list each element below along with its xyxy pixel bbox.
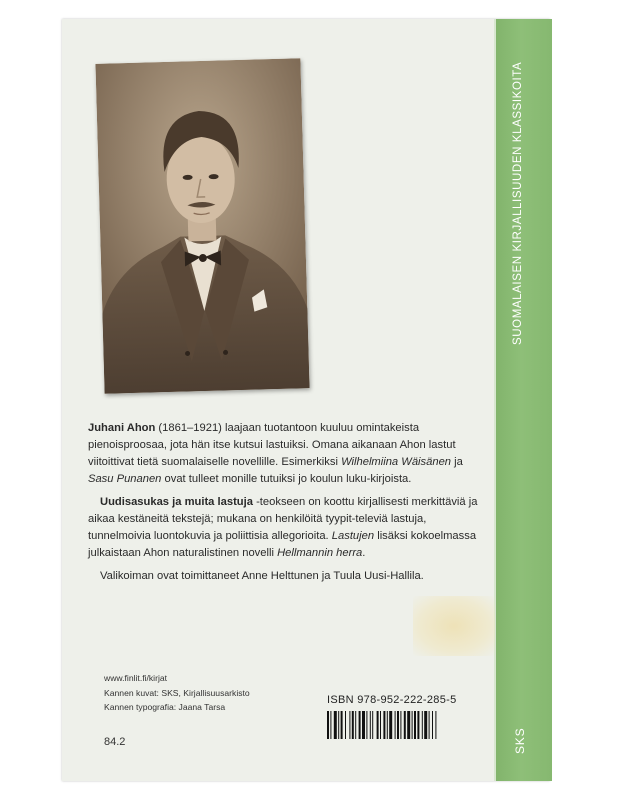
typography-credit: Kannen typografia: Jaana Tarsa — [104, 702, 226, 712]
description-text: (1861–1921) laajaan tuotantoon kuuluu omintakeista pienoisproosaa, jota hän itse kutsui lastuiksi. Omana aikanaan Ahon lastut viitoittivat tietä suomalaiselle novellille. Esimerkiksi — [88, 422, 456, 468]
barcode-bar — [383, 711, 385, 739]
barcode-bar — [349, 711, 350, 739]
barcode-bar — [432, 711, 433, 739]
barcode-bar — [400, 711, 401, 739]
publisher-website: www.finlit.fi/kirjat — [104, 673, 168, 683]
description-text: ovat tulleet monille tutuiksi jo koulun luku-kirjoista. — [161, 473, 412, 485]
barcode-bar — [414, 711, 416, 739]
barcode-bar — [417, 711, 419, 739]
story-title: Sasu Punanen — [88, 473, 162, 485]
barcode-bar — [370, 711, 371, 739]
barcode-bar — [372, 711, 373, 739]
barcode-bar — [412, 711, 413, 739]
cover-credits — [104, 671, 250, 715]
barcode-bar — [429, 711, 430, 739]
barcode-bar — [389, 711, 392, 739]
barcode-bar — [355, 711, 356, 739]
description-text: -teokseen on koottu kirjallisesti merkittäviä ja aikaa kestäneitä tekstejä; mukana on henkilöitä tyypit-televiä lastuja, tunnelmoivia luontokuvia ja poliittisia allegorioita. — [88, 496, 478, 542]
barcode-bar — [338, 711, 339, 739]
barcode-bar — [352, 711, 354, 739]
portrait-illustration — [95, 58, 309, 394]
author-name: Juhani Ahon — [88, 422, 156, 434]
barcode-bar — [435, 711, 436, 739]
series-title: SUOMALAISEN KIRJALLISUUDEN KLASSIKOITA — [512, 61, 524, 345]
description-paragraph-1 — [88, 420, 490, 488]
author-portrait-photo — [95, 58, 309, 394]
barcode-bar — [377, 711, 379, 739]
barcode-bar — [327, 711, 329, 739]
story-title: Hellmannin herra — [277, 547, 363, 559]
barcode-bar — [404, 711, 406, 739]
barcode-bar — [334, 711, 337, 739]
barcode-bar — [407, 711, 410, 739]
book-description — [88, 420, 490, 591]
description-text: lisäksi kokoelmassa julkaistaan Ahon naturalistinen novelli — [88, 530, 477, 559]
classification-code: 84.2 — [104, 736, 126, 748]
editors-line: Valikoiman ovat toimittaneet Anne Helttunen ja Tuula Uusi-Hallila. — [100, 570, 424, 582]
barcode-bar — [362, 711, 365, 739]
book-title: Uudisasukas ja muita lastuja — [100, 496, 253, 508]
sticker-residue-stain — [413, 596, 495, 656]
barcode-bar — [422, 711, 423, 739]
description-paragraph-2 — [88, 494, 490, 562]
barcode-bar — [380, 711, 381, 739]
story-title: Wilhelmiina Wäisänen — [341, 456, 452, 468]
barcode-bar — [424, 711, 427, 739]
isbn-number: ISBN 978-952-222-285-5 — [327, 694, 457, 706]
description-text: ja — [451, 456, 463, 468]
barcode-bar — [366, 711, 367, 739]
barcode-bar — [359, 711, 361, 739]
cover-image-credit: Kannen kuvat: SKS, Kirjallisuusarkisto — [104, 687, 250, 698]
description-text: . — [362, 547, 366, 559]
barcode-bar — [341, 711, 343, 739]
barcode-bar — [330, 711, 331, 739]
barcode-bar — [387, 711, 388, 739]
publisher-logo-text: SKS — [513, 727, 527, 754]
isbn-barcode — [327, 711, 469, 739]
barcode-bar — [395, 711, 396, 739]
barcode-bar — [345, 711, 346, 739]
barcode-bar — [397, 711, 399, 739]
description-italic: Lastujen — [331, 530, 375, 542]
